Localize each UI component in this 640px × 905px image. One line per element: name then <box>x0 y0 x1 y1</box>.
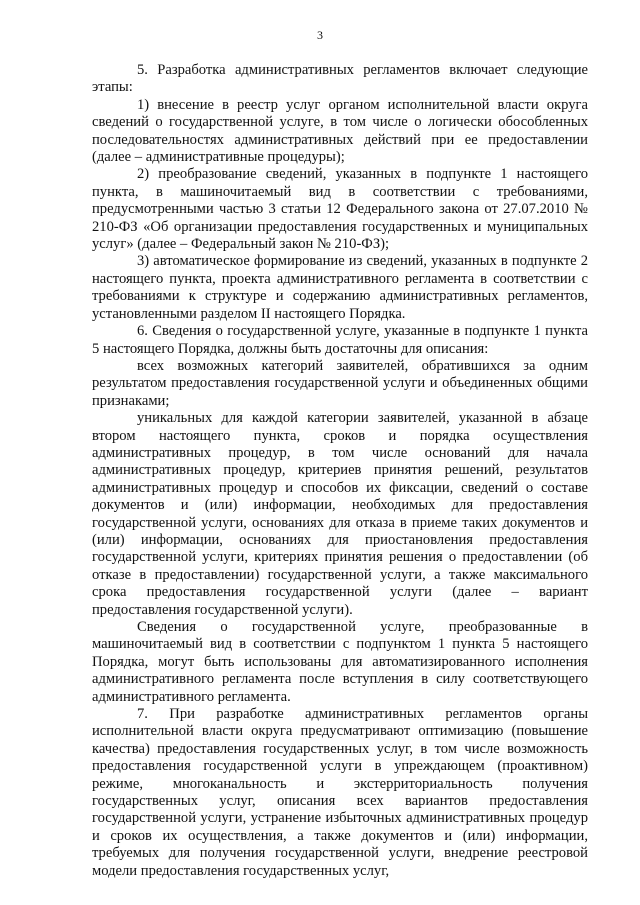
paragraph-6-unique: уникальных для каждой категории заявителей, указанной в абзаце втором настоящего пункта, сроков и порядка осуществления административных процедур, в том числе оснований для начала административных процедур, критериев принятия решений, результатов административных процедур и способов их фиксации, сведений о составе документов и (или) информации, необходимых для предоставления государственной услуги, основаниях для отказа в приеме таких документов и (или) информации, основаниях для приостановления предоставления государственной услуги, критериях принятия решения о предоставлении (об отказе в предоставлении) государственной услуги, а также максимального срока предоставления государственной услуги (далее – вариант предоставления государственной услуги). <box>92 410 588 618</box>
paragraph-5-item-1: 1) внесение в реестр услуг органом исполнительной власти округа сведений о государственной услуге, в том числе о логически обособленных последовательностях административных действий при ее предоставлении (далее – административные процедуры); <box>92 96 588 166</box>
paragraph-5-intro: 5. Разработка административных регламентов включает следующие этапы: <box>92 62 588 96</box>
paragraph-6-machine-readable: Сведения о государственной услуге, преобразованные в машиночитаемый вид в соответствии с подпунктом 1 пункта 5 настоящего Порядка, могут быть использованы для автоматизированного исполнения административного регламента после вступления в силу соответствующего административного регламента. <box>92 619 588 705</box>
page-number: 3 <box>317 28 323 42</box>
document-body <box>92 62 588 880</box>
paragraph-7: 7. При разработке административных регламентов органы исполнительной власти округа предусматривают оптимизацию (повышение качества) предоставления государственных услуг, в том числе возможность предоставления государственной услуги в упреждающем (проактивном) режиме, многоканальность и экстерриториальность получения государственных услуг, описания всех вариантов предоставления государственной услуги, устранение избыточных административных процедур и сроков их осуществления, а также документов и (или) информации, требуемых для получения государственной услуги, внедрение реестровой модели предоставления государственных услуг, <box>92 706 588 879</box>
paragraph-5-item-3: 3) автоматическое формирование из сведений, указанных в подпункте 2 настоящего пункта, проекта административного регламента в соответствии с требованиями к структуре и содержанию административных регламентов, установленными разделом II настоящего Порядка. <box>92 253 588 322</box>
paragraph-6-categories: всех возможных категорий заявителей, обратившихся за одним результатом предоставления государственной услуги и объединенных общими признаками; <box>92 357 588 409</box>
paragraph-6-intro: 6. Сведения о государственной услуге, указанные в подпункте 1 пункта 5 настоящего Порядка, должны быть достаточны для описания: <box>92 323 588 357</box>
paragraph-5-item-2: 2) преобразование сведений, указанных в подпункте 1 настоящего пункта, в машиночитаемый вид в соответствии с требованиями, предусмотренными частью 3 статьи 12 Федерального закона от 27.07.2010 № 210-ФЗ «Об организации предоставления государственных и муниципальных услуг» (далее – Федеральный закон № 210-ФЗ); <box>92 166 588 253</box>
